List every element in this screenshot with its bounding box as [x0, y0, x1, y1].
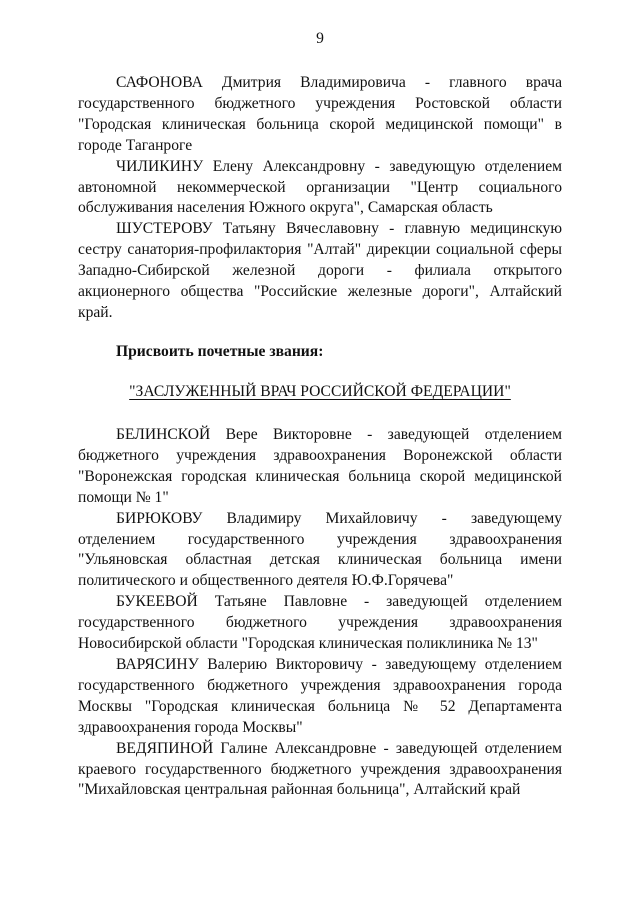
honorary-title [0, 382, 640, 403]
award-entry: ВЕДЯПИНОЙ Галине Александровне - заведующей отделением краевого государственного бюджетного учреждения здравоохранения "Михайловская центральная районная больница", Алтайский край [78, 739, 562, 799]
award-list-top [78, 73, 562, 324]
award-entry: САФОНОВА Дмитрия Владимировича - главного врача государственного бюджетного учреждения Ростовской области "Городская клиническая больница скорой медицинской помощи" в городе Таганроге [78, 74, 562, 154]
page-number: 9 [316, 30, 324, 47]
award-entry: БИРЮКОВУ Владимиру Михайловичу - заведующему отделением государственного учреждения здравоохранения "Ульяновская областная детская клиническая больница имени политического и общественного деятеля Ю.Ф.Горячева" [78, 509, 562, 590]
award-entry: БЕЛИНСКОЙ Вере Викторовне - заведующей отделением бюджетного учреждения здравоохранения Воронежской области "Воронежская городская клиническая больница скорой медицинской помощи № 1" [78, 426, 562, 506]
honorary-title-text: "ЗАСЛУЖЕННЫЙ ВРАЧ РОССИЙСКОЙ ФЕДЕРАЦИИ" [129, 383, 511, 400]
award-entry: ЧИЛИКИНУ Елену Александровну - заведующую отделением автономной некоммерческой организации "Центр социального обслуживания населения Южного округа", Самарская область [78, 157, 562, 217]
award-entry: ВАРЯСИНУ Валерию Викторовичу - заведующему отделением государственного бюджетного учреждения здравоохранения города Москвы "Городская клиническая больница № 52 Департамента здравоохранения города Москвы" [78, 655, 562, 736]
award-entry: БУКЕЕВОЙ Татьяне Павловне - заведующей отделением государственного бюджетного учреждения здравоохранения Новосибирской области "Городская клиническая поликлиника № 13" [78, 593, 562, 653]
award-entry: ШУСТЕРОВУ Татьяну Вячеславовну - главную медицинскую сестру санатория-профилактория "Алтай" дирекции социальной сферы Западно-Сибирской железной дороги - филиала открытого акционерного общества "Российские железные дороги", Алтайский край. [78, 220, 562, 321]
award-list-bottom [78, 425, 562, 801]
section-heading: Присвоить почетные звания: [116, 343, 324, 360]
